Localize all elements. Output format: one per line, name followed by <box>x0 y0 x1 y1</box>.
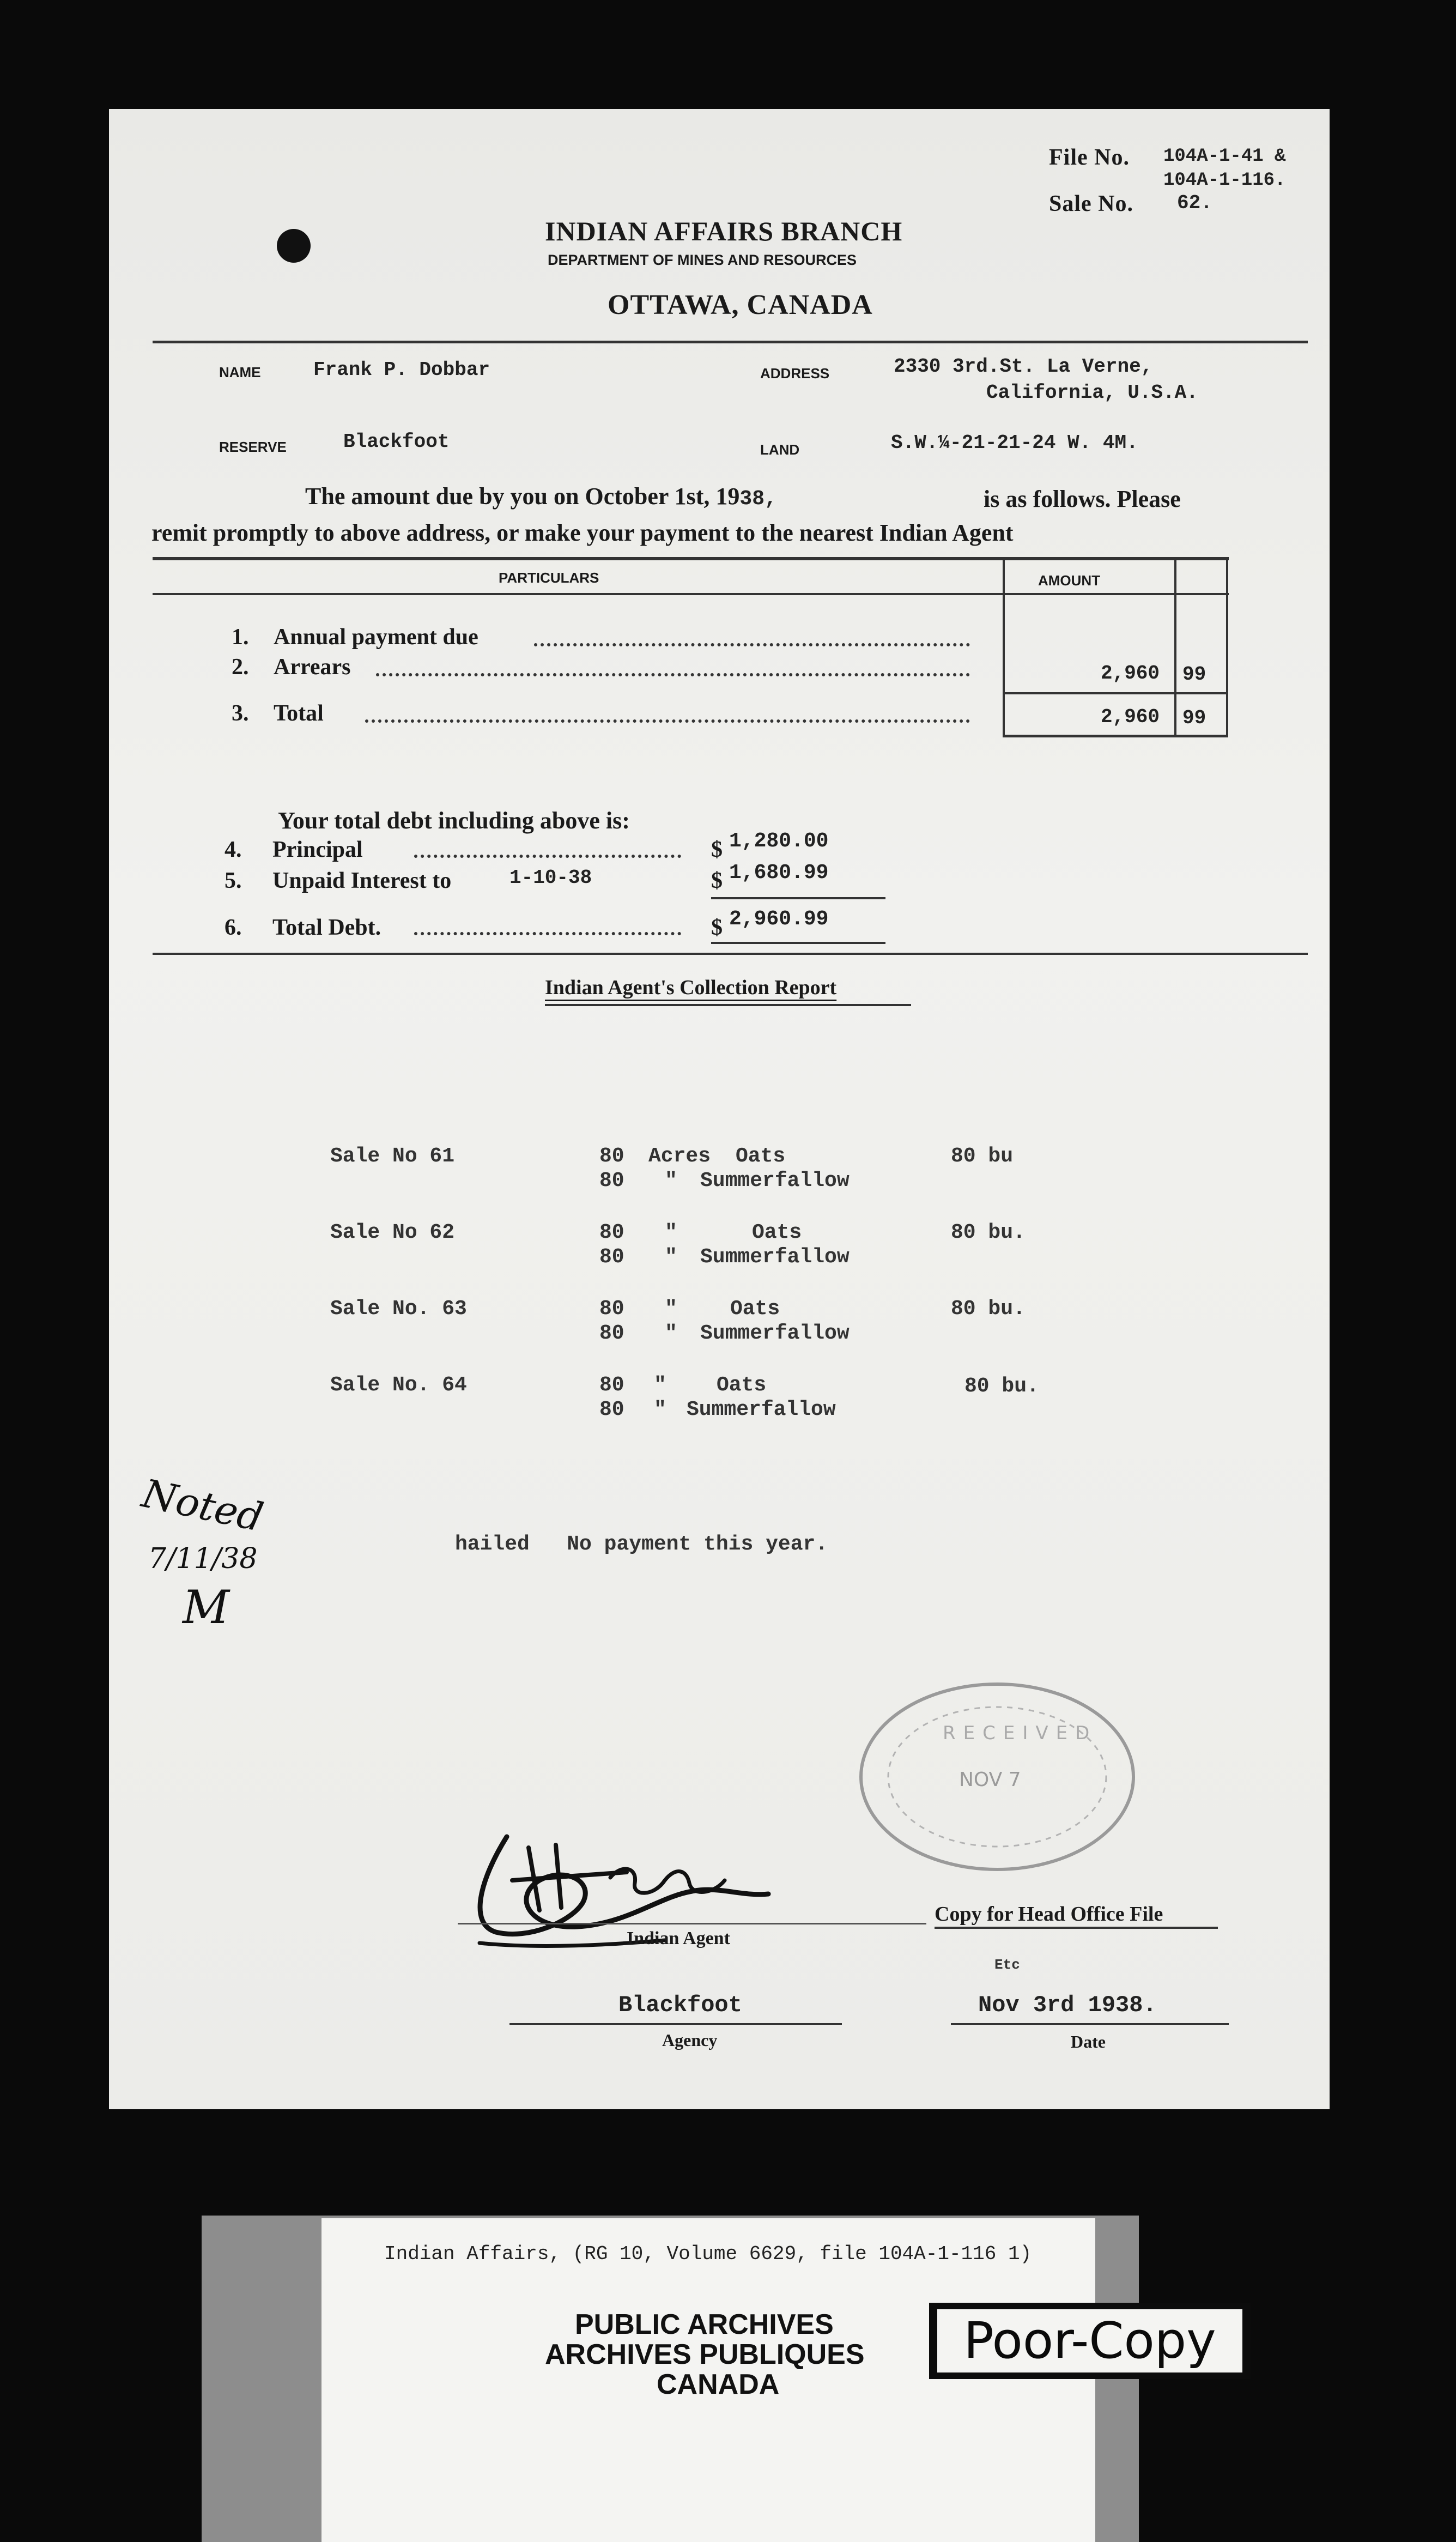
document-page <box>109 109 1330 2109</box>
sale-62-crop-2: Summerfallow <box>700 1245 850 1269</box>
notice-year: 38, <box>739 487 777 511</box>
principal-value: 1,280.00 <box>729 830 829 853</box>
table-bottom-rule <box>1003 735 1228 737</box>
etc-mark: Etc <box>994 1957 1020 1973</box>
archive-line-2: ARCHIVES PUBLIQUES <box>545 2339 865 2370</box>
stamp-received-text: RECEIVED <box>943 1722 1097 1744</box>
land-label: LAND <box>760 441 800 458</box>
particulars-row-3-num: 3. <box>232 701 249 726</box>
sale-64-crop-1: Oats <box>717 1373 767 1397</box>
name-label: NAME <box>219 364 261 380</box>
particulars-row-1-label: Annual payment due <box>274 625 478 650</box>
notice-text-a: The amount due by you on October 1st, 19 <box>305 483 740 510</box>
header-rule <box>153 341 1308 343</box>
archive-reference: Indian Affairs, (RG 10, Volume 6629, file 104A-1-116 1) <box>384 2243 1032 2265</box>
sale-63-qty-2: 80 <box>599 1322 624 1345</box>
date-rule <box>951 2023 1229 2025</box>
section-rule <box>153 953 1308 955</box>
sale-62-label: Sale No 62 <box>330 1221 455 1244</box>
address-line-2: California, U.S.A. <box>986 382 1198 404</box>
amount-header: AMOUNT <box>1038 572 1101 589</box>
sale-63-yield: 80 bu. <box>951 1297 1026 1321</box>
debt-row-4-num: 4. <box>225 837 242 862</box>
total-cents: 99 <box>1182 707 1206 729</box>
particulars-row-3-label: Total <box>274 701 324 726</box>
arrears-cents: 99 <box>1182 663 1206 686</box>
file-number-label: File No. <box>1049 145 1130 170</box>
sale-62-yield: 80 bu. <box>951 1221 1026 1244</box>
interest-rule <box>711 897 885 899</box>
stamp-date-text: NOV 7 <box>959 1769 1021 1791</box>
notice-line-1b: is as follows. Please <box>984 486 1181 512</box>
report-note: hailed No payment this year. <box>455 1533 828 1556</box>
debt-row-6-num: 6. <box>225 915 242 940</box>
amount-col-right <box>1226 557 1228 737</box>
sale-62-unit-1: " <box>665 1221 677 1244</box>
reserve-label: RESERVE <box>219 439 287 455</box>
total-debt-rule <box>711 942 885 944</box>
sale-63-crop-2: Summerfallow <box>700 1322 850 1345</box>
sale-number-label: Sale No. <box>1049 191 1133 216</box>
punch-hole <box>277 229 311 263</box>
agency-value: Blackfoot <box>618 1992 742 2018</box>
arrears-rule <box>1003 692 1228 694</box>
address-line-1: 2330 3rd.St. La Verne, <box>894 355 1153 378</box>
debt-row-5-label: Unpaid Interest to <box>272 868 452 893</box>
sale-62-qty-1: 80 <box>599 1221 624 1244</box>
debt-row-5-num: 5. <box>225 868 242 893</box>
date-value: Nov 3rd 1938. <box>978 1992 1157 2018</box>
land-value: S.W.¼-21-21-24 W. 4M. <box>891 432 1138 454</box>
sale-64-qty-1: 80 <box>599 1373 624 1397</box>
agent-signature <box>447 1815 785 1951</box>
sale-63-qty-1: 80 <box>599 1297 624 1321</box>
sale-number-value: 62. <box>1177 192 1212 214</box>
sale-61-unit-2: " <box>665 1169 677 1193</box>
debt-intro: Your total debt including above is: <box>278 807 630 834</box>
sale-64-qty-2: 80 <box>599 1398 624 1421</box>
poor-copy-text: Poor-Copy <box>937 2309 1242 2372</box>
amount-col-left <box>1003 557 1005 737</box>
file-number-value-1: 104A-1-41 & <box>1163 146 1286 167</box>
sale-64-yield: 80 bu. <box>964 1375 1039 1398</box>
sale-62-qty-2: 80 <box>599 1245 624 1269</box>
notice-line-1 <box>305 482 777 511</box>
sale-61-crop-1: Oats <box>736 1145 786 1168</box>
name-value: Frank P. Dobbar <box>313 359 490 381</box>
row-1-leader <box>534 643 970 646</box>
copy-label-underline <box>935 1927 1218 1929</box>
particulars-row-2-label: Arrears <box>274 655 351 680</box>
margin-note-date: 7/11/38 <box>148 1542 258 1575</box>
debt-4-leader <box>414 855 681 858</box>
copy-for-head-office-label: Copy for Head Office File <box>935 1903 1163 1926</box>
interest-value: 1,680.99 <box>729 861 829 885</box>
debt-6-leader <box>414 932 681 935</box>
total-dollars: 2,960 <box>1101 706 1160 728</box>
sale-61-unit-1: Acres <box>648 1145 711 1168</box>
sale-64-unit-2: " <box>654 1398 666 1421</box>
department-title: DEPARTMENT OF MINES AND RESOURCES <box>548 252 857 268</box>
debt-row-6-label: Total Debt. <box>272 915 381 940</box>
row-2-leader <box>376 673 970 676</box>
cents-col-divider <box>1174 557 1176 737</box>
margin-note-noted: Noted <box>138 1470 268 1541</box>
sale-61-crop-2: Summerfallow <box>700 1169 850 1193</box>
sale-64-label: Sale No. 64 <box>330 1373 467 1397</box>
debt-row-4-label: Principal <box>272 837 363 862</box>
table-header-rule <box>153 593 1229 595</box>
sale-63-unit-1: " <box>665 1297 677 1321</box>
date-label: Date <box>1071 2032 1106 2051</box>
sale-63-label: Sale No. 63 <box>330 1297 467 1321</box>
sale-61-label: Sale No 61 <box>330 1145 455 1168</box>
sale-63-crop-1: Oats <box>730 1297 780 1321</box>
debt-row-5-currency: $ <box>711 868 723 893</box>
signature-rule <box>458 1923 926 1924</box>
total-debt-value: 2,960.99 <box>729 907 829 931</box>
sale-63-unit-2: " <box>665 1322 677 1345</box>
city-title: OTTAWA, CANADA <box>608 289 873 320</box>
sale-64-unit-1: " <box>654 1373 666 1397</box>
branch-title: INDIAN AFFAIRS BRANCH <box>545 216 903 246</box>
row-3-leader <box>365 719 970 723</box>
margin-note-initial: M <box>183 1581 230 1634</box>
particulars-row-1-num: 1. <box>232 625 249 650</box>
file-number-value-2: 104A-1-116. <box>1163 170 1286 191</box>
agency-label: Agency <box>662 2030 718 2050</box>
report-title: Indian Agent's Collection Report <box>545 976 837 999</box>
indian-agent-label: Indian Agent <box>627 1928 730 1948</box>
particulars-row-2-num: 2. <box>232 655 249 680</box>
archive-line-1: PUBLIC ARCHIVES <box>575 2309 834 2340</box>
debt-row-6-currency: $ <box>711 915 723 940</box>
arrears-dollars: 2,960 <box>1101 662 1160 685</box>
notice-line-2: remit promptly to above address, or make your payment to the nearest Indian Agent <box>151 519 1014 546</box>
sale-62-unit-2: " <box>665 1245 677 1269</box>
debt-row-4-currency: $ <box>711 837 723 862</box>
poor-copy-stamp <box>929 2303 1251 2379</box>
reserve-value: Blackfoot <box>343 431 450 453</box>
particulars-header: PARTICULARS <box>499 570 599 586</box>
archive-line-3: CANADA <box>657 2369 780 2400</box>
address-label: ADDRESS <box>760 365 830 382</box>
table-top-rule <box>153 557 1229 560</box>
agency-rule <box>509 2023 842 2025</box>
sale-62-crop-1: Oats <box>752 1221 802 1244</box>
sale-61-yield: 80 bu <box>951 1145 1014 1168</box>
sale-61-qty-1: 80 <box>599 1145 624 1168</box>
sale-64-crop-2: Summerfallow <box>687 1398 836 1421</box>
interest-date: 1-10-38 <box>509 867 592 889</box>
sale-61-qty-2: 80 <box>599 1169 624 1193</box>
report-title-underline <box>545 1004 911 1006</box>
